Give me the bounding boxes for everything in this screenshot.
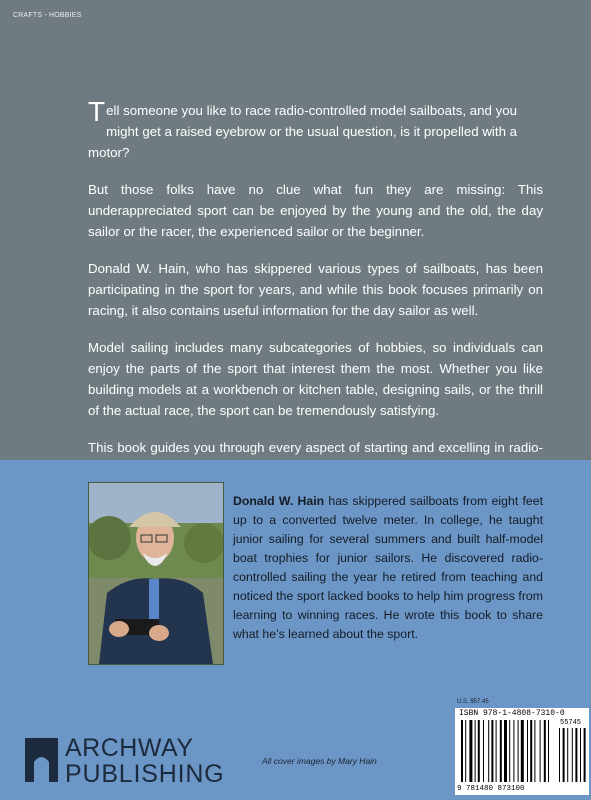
drop-cap: T [88, 96, 106, 127]
barcode-addon-code: 55745 [560, 719, 582, 727]
archway-arch-icon [25, 738, 58, 782]
blurb-paragraph-1: Tell someone you like to race radio-controlled model sailboats, and you might get a raised eyebrow or the usual question, is it propelled with a motor? [88, 96, 518, 160]
barcode-digits: 9 781480 873100 [457, 785, 525, 793]
cover-credit: All cover images by Mary Hain [262, 756, 377, 766]
publisher-name-line2: PUBLISHING [65, 760, 225, 788]
isbn-text: ISBN 978-1-4808-7310-0 [459, 709, 565, 718]
isbn-barcode [455, 708, 589, 795]
barcode-bars [455, 708, 589, 795]
author-photo [88, 482, 224, 665]
category-label: CRAFTS - HOBBIES [13, 12, 82, 19]
publisher-name-line1: ARCHWAY [65, 734, 194, 762]
author-bio: Donald W. Hain has skippered sailboats from eight feet up to a converted twelve meter. In college, he taught junior sailing for several summers and built half-model boat trophies for junior sailors. He discovered radio-controlled sailing the year he retired from teaching and noticed the sport lacked books to help him progress from learning to winning races. He wrote this book to share what he’s learned about the sport. [233, 494, 543, 641]
blurb-paragraph-5: This book guides you through every aspect of starting and excelling in radio- [88, 440, 543, 455]
price-label: U.S. $57.45 [457, 699, 489, 705]
blurb-paragraph-3: Donald W. Hain, who has skippered various types of sailboats, has been participating in the sport for years, and while this book focuses primarily on racing, it also contains useful information for the day sailor as well. [88, 261, 543, 318]
blurb-paragraph-4: Model sailing includes many subcategories of hobbies, so individuals can enjoy the parts of the sport that interest them the most. Whether you like building models at a workbench or kitchen table, designing sails, or the thrill of the actual race, the sport can be tremendously satisfying. [88, 340, 543, 418]
blurb-paragraph-2: But those folks have no clue what fun they are missing: This underappreciated sport can be enjoyed by the young and the old, the day sailor or the racer, the experienced sailor or the beginner. [88, 182, 543, 239]
author-photo-illustration [89, 483, 223, 664]
blurb-text [88, 96, 543, 516]
author-name: Donald W. Hain [233, 494, 325, 508]
